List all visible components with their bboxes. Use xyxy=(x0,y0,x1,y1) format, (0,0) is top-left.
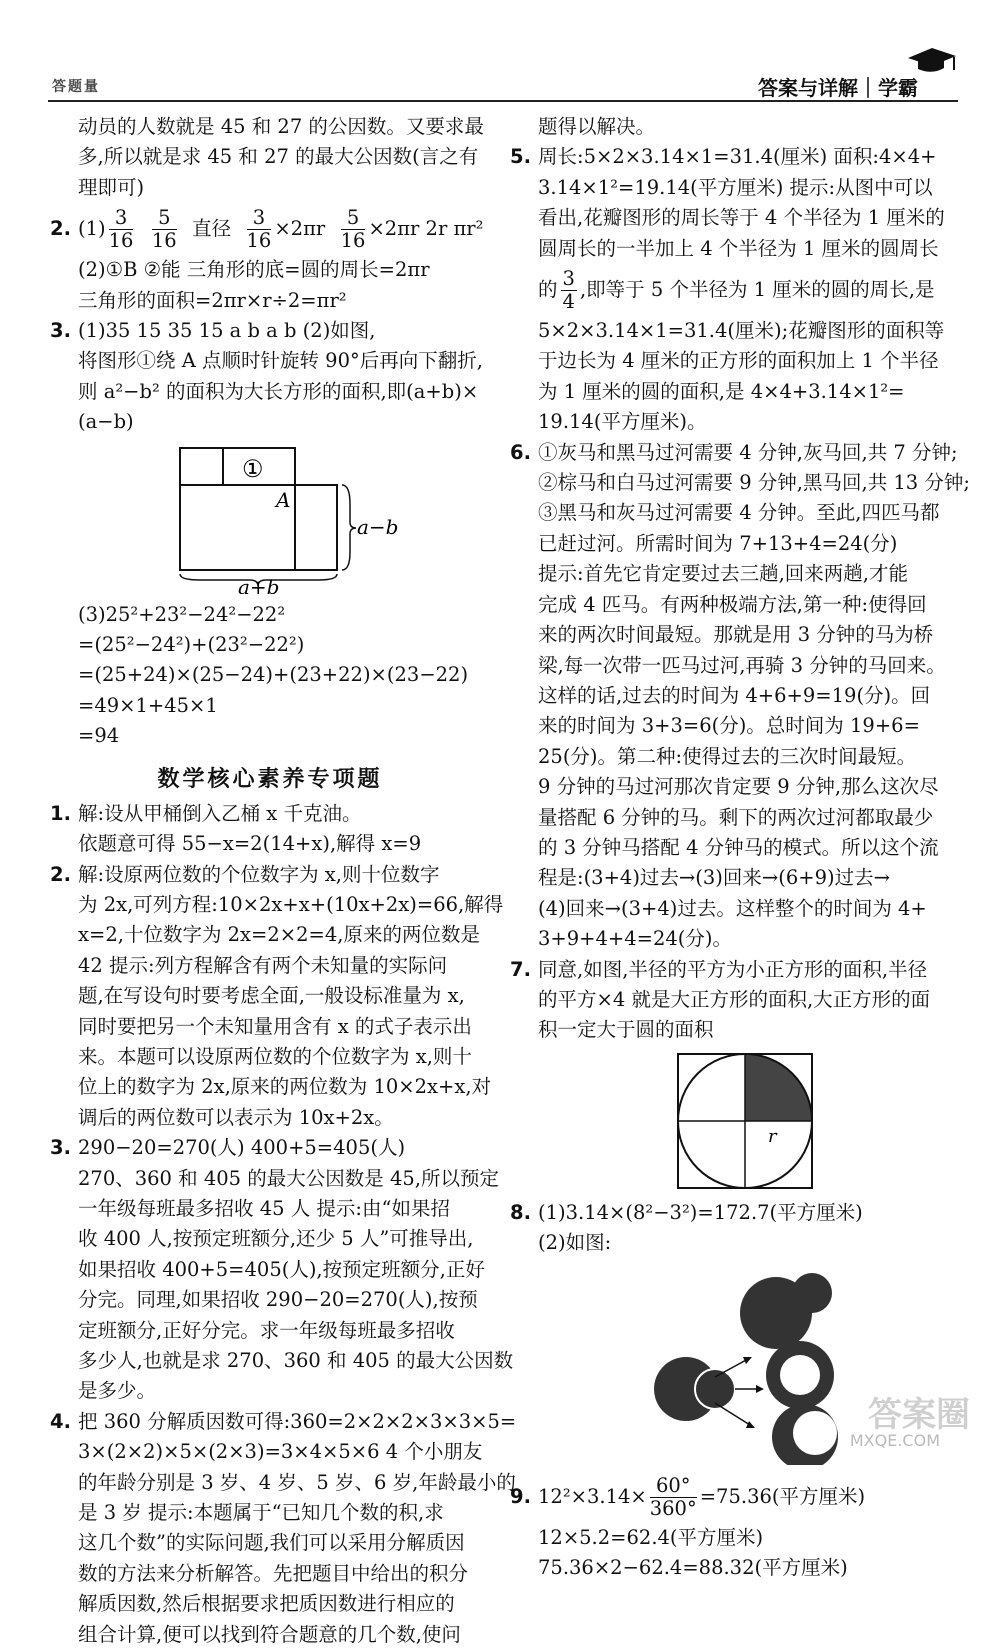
text-line: 的年龄分别是 3 岁、4 岁、5 岁、6 岁,年龄最小的 xyxy=(78,1470,516,1494)
text: 12²×3.14× xyxy=(538,1484,647,1508)
text-line: 3×(2×2)×5×(2×3)=3×4×5×6 4 个小朋友 xyxy=(78,1440,483,1464)
text-line: (4)回来→(3+4)过去。这样整个的时间为 4+ xyxy=(538,896,927,920)
question-number: 1. xyxy=(50,801,71,825)
question-number: 3. xyxy=(50,1136,71,1160)
text-line: 将图形①绕 A 点顺时针旋转 90°后再向下翻折, xyxy=(78,349,483,373)
text-line: 题得以解决。 xyxy=(538,115,656,138)
text-line: 来的时间为 3+3=6(分)。总时间为 19+6= xyxy=(538,714,920,738)
text-line: 三角形的面积=2πr×r÷2=πr² xyxy=(78,288,347,312)
left-column xyxy=(50,112,517,1650)
circle-in-square-figure xyxy=(510,1052,960,1192)
text-line: 解质因数,然后根据要求把质因数进行相应的 xyxy=(78,1592,455,1616)
text-line: 则 a²−b² 的面积为大长方形的面积,即(a+b)× xyxy=(78,379,479,403)
text-line: 42 提示:列方程解含有两个未知量的实际问 xyxy=(78,953,448,977)
text-line: 量搭配 6 分钟的马。剩下的两次过河都取最少 xyxy=(538,805,934,829)
a-plus-b-label: a+b xyxy=(238,574,280,594)
text-line: (3)25²+23²−24²−22² xyxy=(78,602,286,626)
text-line: 3+9+4+4=24(分)。 xyxy=(538,927,733,951)
text-line: 程是:(3+4)过去→(3)回来→(6+9)过去→ xyxy=(538,866,890,890)
answer-s4-line xyxy=(50,1407,517,1437)
text-line: 这样的话,过去的时间为 4+6+9=19(分)。回 xyxy=(538,683,931,707)
text-line: 已赶过河。所需时间为 7+13+4=24(分) xyxy=(538,531,898,555)
text-line: 12×5.2=62.4(平方厘米) xyxy=(538,1525,764,1549)
text-line: 积一定大于圆的面积 xyxy=(538,1018,714,1042)
text: 解:设从甲桶倒入乙桶 x 千克油。 xyxy=(78,801,362,825)
text: 直径 xyxy=(192,217,232,241)
text-line: 位上的数字为 2x,原来的两位数为 10×2x+x,对 xyxy=(78,1075,492,1099)
answer-2-line-1 xyxy=(50,203,490,255)
text-line: 5×2×3.14×1=31.4(厘米);花瓣图形的面积等 xyxy=(538,319,945,343)
figure-label-1: ① xyxy=(242,454,264,483)
text-line: 这几个数”的实际问题,我们可以采用分解质因 xyxy=(78,1531,465,1555)
text: 把 360 分解质因数可得:360=2×2×2×3×3×5= xyxy=(78,1409,517,1433)
graduation-cap-icon xyxy=(904,44,958,74)
question-number: 5. xyxy=(510,145,531,169)
header-marks: 答题量 xyxy=(52,79,100,95)
question-number: 4. xyxy=(50,1409,71,1433)
text-line: 来。本题可以设原两位数的个位数字为 x,则十 xyxy=(78,1044,472,1068)
text-line: 多,所以就是求 45 和 27 的最大公因数(言之有 xyxy=(78,145,479,169)
question-number: 2. xyxy=(50,217,71,241)
point-A-label: A xyxy=(276,487,291,512)
text-line: 理即可) xyxy=(78,175,145,199)
answer-5-line xyxy=(510,142,960,172)
text-line: 看出,花瓣图形的周长等于 4 个半径为 1 厘米的 xyxy=(538,206,945,230)
answer-7-line xyxy=(510,955,960,985)
fraction: $\frac{3}{16}$ xyxy=(108,206,134,253)
question-number: 8. xyxy=(510,1200,531,1224)
text: 的 xyxy=(538,278,558,302)
answer-3-line-1 xyxy=(50,316,490,346)
text-line: 题,在写设句时要考虑全面,一般设标准量为 x, xyxy=(78,984,465,1008)
text-line: 是 3 岁 提示:本题属于“已知几个数的积,求 xyxy=(78,1501,444,1525)
text-line: 75.36×2−62.4=88.32(平方厘米) xyxy=(538,1556,848,1579)
watermark-logo: 答案圈 xyxy=(868,1395,970,1435)
text-line: 动员的人数就是 45 和 27 的公因数。又要求最 xyxy=(78,115,484,138)
text-line: 3.14×1²=19.14(平方厘米) 提示:从图中可以 xyxy=(538,175,933,199)
text-line: 调后的两位数可以表示为 10x+2x。 xyxy=(78,1105,394,1129)
text: 同意,如图,半径的平方为小正方形的面积,半径 xyxy=(538,957,928,981)
page-header xyxy=(48,70,958,102)
text: 周长:5×2×3.14×1=31.4(厘米) 面积:4×4+ xyxy=(538,145,937,169)
text: (1)3.14×(8²−3²)=172.7(平方厘米) xyxy=(538,1200,863,1224)
text-line: 的平方×4 就是大正方形的面积,大正方形的面 xyxy=(538,987,931,1011)
header-title: 答案与详解｜学霸 xyxy=(758,76,918,100)
text-line: 提示:首先它肯定要过去三趟,回来两趟,才能 xyxy=(538,562,908,586)
text-line: 25(分)。第二种:使得过去的三次时间最短。 xyxy=(538,744,917,768)
text-line: (a−b) xyxy=(78,410,134,434)
answer-s1-line xyxy=(50,799,490,829)
text-line: 如果招收 400+5=405(人),按预定班额分,正好 xyxy=(78,1257,485,1281)
text: ①灰马和黑马过河需要 4 分钟,灰马回,共 7 分钟; xyxy=(538,440,958,464)
text-line: =94 xyxy=(78,724,120,748)
question-number: 6. xyxy=(510,440,531,464)
text-line: ③黑马和灰马过河需要 4 分钟。至此,四匹马都 xyxy=(538,501,940,525)
answer-8-line xyxy=(510,1198,960,1228)
right-column xyxy=(510,112,970,1583)
radius-label: r xyxy=(768,1125,777,1147)
fraction: $\frac{5}{16}$ xyxy=(340,206,366,253)
text-line: 19.14(平方厘米)。 xyxy=(538,410,707,434)
text-line: =49×1+45×1 xyxy=(78,693,218,717)
text-line: 为 1 厘米的圆的面积,是 4×4+3.14×1²= xyxy=(538,379,905,403)
text-line: 来的两次时间最短。那就是用 3 分钟的马为桥 xyxy=(538,623,934,647)
question-number: 7. xyxy=(510,957,531,981)
text-line: 9 分钟的马过河那次肯定要 9 分钟,那么这次尽 xyxy=(538,775,939,799)
answer-s3-line xyxy=(50,1133,490,1163)
answer-s2-line xyxy=(50,860,490,890)
answer-6-line xyxy=(510,438,960,468)
text-line: =(25+24)×(25−24)+(23+22)×(23−22) xyxy=(78,663,469,687)
text: (1) xyxy=(78,217,106,241)
text-line: ②棕马和白马过河需要 9 分钟,黑马回,共 13 分钟; xyxy=(538,471,970,495)
text-line: (2)①B ②能 三角形的底=圆的周长=2πr xyxy=(78,258,430,282)
text-line: 为 2x,可列方程:10×2x+x+(10x+2x)=66,解得 xyxy=(78,892,504,916)
question-number: 3. xyxy=(50,319,71,343)
text-line: 同时要把另一个未知量用含有 x 的式子表示出 xyxy=(78,1014,472,1038)
watermark-url: MXQE.COM xyxy=(849,1431,940,1450)
text-line: 是多少。 xyxy=(78,1379,157,1403)
text-line: 多少人,也就是求 270、360 和 405 的最大公因数 xyxy=(78,1349,514,1372)
text: ×2πr xyxy=(274,217,326,241)
text-line: 完成 4 匹马。有两种极端方法,第一种:使得回 xyxy=(538,592,927,616)
rectangle-rotation-figure xyxy=(50,444,490,594)
text: (1)35 15 35 15 a b a b (2)如图, xyxy=(78,319,376,343)
fraction: $\frac{60^\circ}{360^\circ}$ xyxy=(649,1473,697,1520)
text-line: 于边长为 4 厘米的正方形的面积加上 1 个半径 xyxy=(538,349,939,373)
fraction: $\frac{3}{4}$ xyxy=(562,267,575,314)
section-title: 数学核心素养专项题 xyxy=(157,766,383,792)
a-minus-b-label: a−b xyxy=(357,514,399,539)
text-line: 圆周长的一半加上 4 个半径为 1 厘米的圆周长 xyxy=(538,236,939,260)
text-line: x=2,十位数字为 2x=2×2=4,原来的两位数是 xyxy=(78,923,480,947)
text-line: 收 400 人,按预定班额分,还少 5 人”可推导出, xyxy=(78,1227,474,1251)
text-line: 梁,每一次带一匹马过河,再骑 3 分钟的马回来。 xyxy=(538,653,946,677)
text: 解:设原两位数的个位数字为 x,则十位数字 xyxy=(78,862,440,886)
text-line: 的 3 分钟马搭配 4 分钟马的模式。所以这个流 xyxy=(538,835,939,859)
text-line: 依题意可得 55−x=2(14+x),解得 x=9 xyxy=(78,832,422,856)
fraction: $\frac{5}{16}$ xyxy=(151,206,177,253)
text: ×2πr 2r πr² xyxy=(368,217,484,241)
text: =75.36(平方厘米) xyxy=(699,1484,866,1508)
text: 290−20=270(人) 400+5=405(人) xyxy=(78,1136,406,1160)
text-line: 一年级每班最多招收 45 人 提示:由“如果招 xyxy=(78,1196,450,1220)
text-line: 组合计算,便可以找到符合题意的几个数,使问 xyxy=(78,1622,461,1646)
text-line-fraction xyxy=(510,264,960,316)
text-line: (2)如图: xyxy=(538,1231,612,1255)
text-line: 分完。同理,如果招收 290−20=270(人),按预 xyxy=(78,1288,478,1312)
text-line: 数的方法来分析解答。先把题目中给出的积分 xyxy=(78,1561,469,1585)
answer-9-line xyxy=(510,1471,960,1523)
text-line: 270、360 和 405 的最大公因数是 45,所以预定 xyxy=(78,1166,499,1190)
question-number: 2. xyxy=(50,862,71,886)
text-line: 定班额分,正好分完。求一年级每班最多招收 xyxy=(78,1318,455,1342)
text-line: =(25²−24²)+(23²−22²) xyxy=(78,633,305,657)
fraction: $\frac{3}{16}$ xyxy=(246,206,272,253)
question-number: 9. xyxy=(510,1484,531,1508)
text: ,即等于 5 个半径为 1 厘米的圆的周长,是 xyxy=(579,278,935,302)
